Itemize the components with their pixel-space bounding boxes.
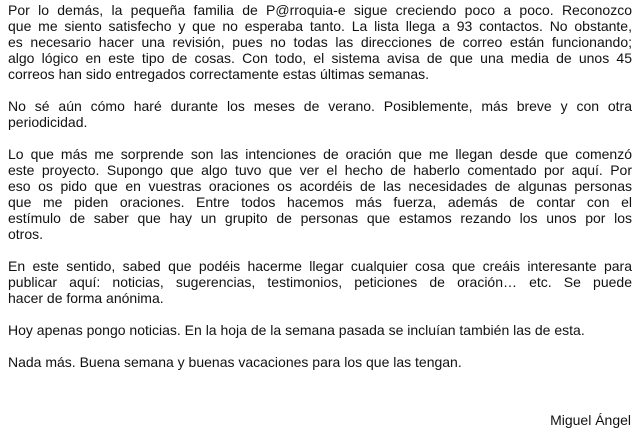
- document-body: [8, 2, 632, 386]
- text-line: es necesario hacer una revisión, pues no todas las direcciones de correo están funcionando;: [8, 34, 632, 50]
- text-line: estímulo de saber que hay un grupito de personas que estamos rezando los unos por los: [8, 210, 632, 226]
- text-line: que me siento satisfecho y que no esperaba tanto. La lista llega a 93 contactos. No obstante,: [8, 18, 632, 34]
- text-line: Hoy apenas pongo noticias. En la hoja de la semana pasada se incluían también las de esta.: [8, 322, 585, 338]
- text-line: publicar aquí: noticias, sugerencias, testimonios, peticiones de oración… etc. Se puede: [8, 274, 632, 290]
- signature: Miguel Ángel: [550, 412, 631, 428]
- text-line: Por lo demás, la pequeña familia de P@rroquia-e sigue creciendo poco a poco. Reconozco: [8, 2, 632, 18]
- text-line: que me piden oraciones. Entre todos hacemos más fuerza, además de contar con el: [8, 194, 632, 210]
- text-line: No sé aún cómo haré durante los meses de verano. Posiblemente, más breve y con otra: [8, 98, 632, 114]
- paragraph: [8, 146, 632, 242]
- text-line: este proyecto. Supongo que algo tuvo que ver el hecho de haberlo comentado por aquí. Por: [8, 162, 632, 178]
- text-line: otros.: [8, 226, 44, 242]
- paragraph: [8, 2, 632, 82]
- text-line: hacer de forma anónima.: [8, 290, 164, 306]
- paragraph: [8, 354, 632, 370]
- text-line: periodicidad.: [8, 114, 88, 130]
- paragraph: [8, 258, 632, 306]
- paragraph: [8, 98, 632, 130]
- text-line: En este sentido, sabed que podéis hacerme llegar cualquier cosa que creáis interesante para: [8, 258, 632, 274]
- text-line: correos han sido entregados correctamente estas últimas semanas.: [8, 66, 429, 82]
- paragraph: [8, 322, 632, 338]
- text-line: Nada más. Buena semana y buenas vacaciones para los que las tengan.: [8, 354, 462, 370]
- text-line: algo lógico en este tipo de cosas. Con todo, el sistema avisa de que una media de unos 45: [8, 50, 632, 66]
- text-line: eso os pido que en vuestras oraciones os acordéis de las necesidades de algunas personas: [8, 178, 632, 194]
- text-line: Lo que más me sorprende son las intenciones de oración que me llegan desde que comenzó: [8, 146, 632, 162]
